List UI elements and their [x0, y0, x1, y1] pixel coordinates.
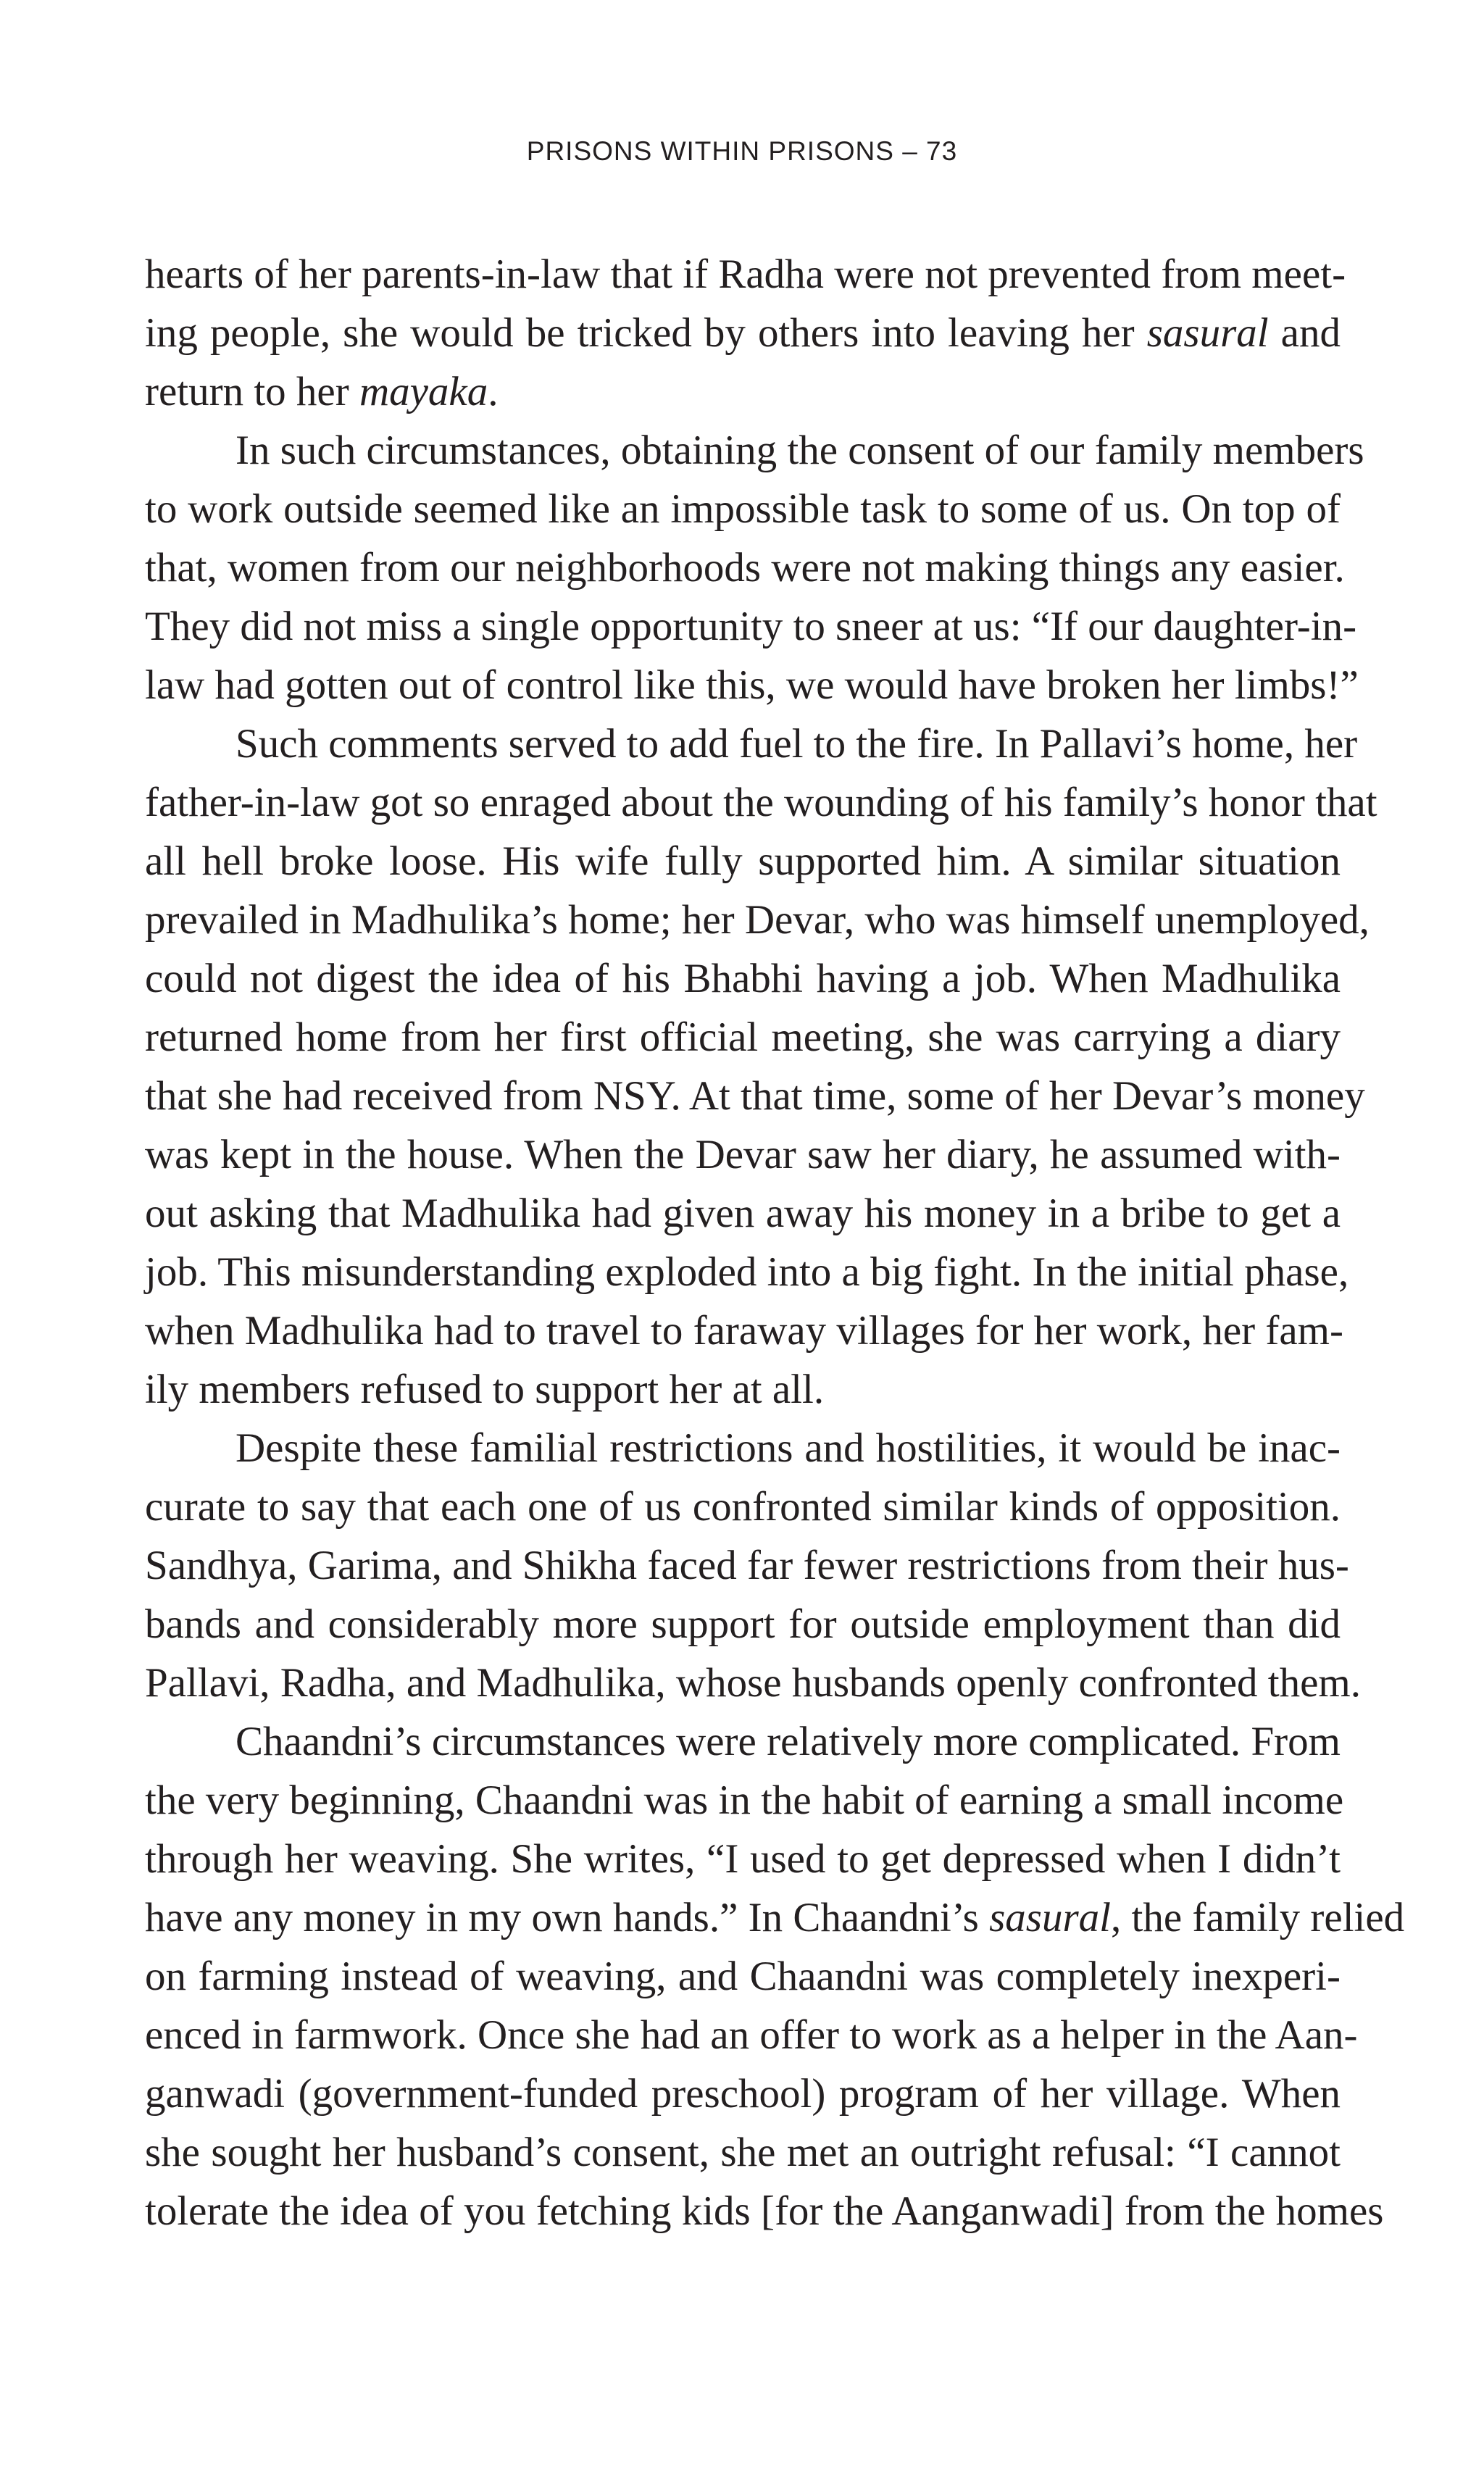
text-line: hearts of her parents-in-law that if Radha were not prevented from meet- [145, 251, 1346, 297]
text-line: she sought her husband’s consent, she met an outright refusal: “I cannot [145, 2130, 1341, 2175]
text-line: out asking that Madhulika had given away his money in a bribe to get a [145, 1191, 1341, 1236]
text-line: ing people, she would be tricked by others into leaving her sasural and [145, 310, 1341, 356]
text-line: prevailed in Madhulika’s home; her Devar, who was himself unemployed, [145, 897, 1370, 943]
text-line: that, women from our neighborhoods were not making things any easier. [145, 545, 1345, 591]
text-line: curate to say that each one of us confronted similar kinds of opposition. [145, 1484, 1341, 1530]
text-line: Such comments served to add fuel to the fire. In Pallavi’s home, her [235, 721, 1358, 767]
text-line: ganwadi (government-funded preschool) program of her village. When [145, 2071, 1341, 2117]
text-line: Pallavi, Radha, and Madhulika, whose husbands openly confronted them. [145, 1660, 1361, 1706]
paragraph [145, 1712, 1405, 2240]
text-line: enced in farmwork. Once she had an offer to work as a helper in the Aan- [145, 2012, 1358, 2058]
text-line: have any money in my own hands.” In Chaandni’s sasural, the family relied [145, 1895, 1405, 1940]
italic-term: sasural [989, 1895, 1111, 1940]
text-line: that she had received from NSY. At that time, some of her Devar’s money [145, 1073, 1365, 1119]
text-line: the very beginning, Chaandni was in the habit of earning a small income [145, 1777, 1344, 1823]
text-line: bands and considerably more support for outside employment than did [145, 1601, 1341, 1647]
text-line: when Madhulika had to travel to faraway villages for her work, her fam- [145, 1308, 1343, 1354]
paragraph [145, 421, 1364, 714]
text-line: Despite these familial restrictions and hostilities, it would be inac- [235, 1425, 1341, 1471]
text-line: through her weaving. She writes, “I used to get depressed when I didn’t [145, 1836, 1341, 1882]
text-line: In such circumstances, obtaining the consent of our family members [235, 428, 1364, 473]
text-line: father-in-law got so enraged about the wounding of his family’s honor that [145, 780, 1377, 825]
text-line: Chaandni’s circumstances were relatively more complicated. From [235, 1719, 1341, 1764]
text-line: job. This misunderstanding exploded into a big fight. In the initial phase, [145, 1249, 1349, 1295]
paragraph [145, 1419, 1361, 1712]
text-line: Sandhya, Garima, and Shikha faced far fewer restrictions from their hus- [145, 1543, 1349, 1588]
text-line: was kept in the house. When the Devar saw her diary, he assumed with- [145, 1132, 1341, 1177]
text-line: law had gotten out of control like this, we would have broken her limbs!” [145, 662, 1359, 708]
running-head: PRISONS WITHIN PRISONS – 73 [526, 136, 958, 166]
text-line: returned home from her first official meeting, she was carrying a diary [145, 1014, 1341, 1060]
text-line: could not digest the idea of his Bhabhi having a job. When Madhulika [145, 956, 1341, 1001]
text-line: return to her mayaka. [145, 369, 499, 414]
paragraph [145, 245, 1346, 421]
text-line: on farming instead of weaving, and Chaandni was completely inexperi- [145, 1954, 1341, 1999]
text-line: all hell broke loose. His wife fully supported him. A similar situation [145, 838, 1341, 884]
text-line: They did not miss a single opportunity to sneer at us: “If our daughter-in- [145, 604, 1357, 649]
body-text [145, 245, 1405, 2240]
text-line: tolerate the idea of you fetching kids [for the Aanganwadi] from the homes [145, 2188, 1384, 2234]
text-line: to work outside seemed like an impossible task to some of us. On top of [145, 486, 1341, 532]
text-line: ily members refused to support her at all. [145, 1367, 825, 1412]
italic-term: sasural [1146, 310, 1269, 356]
paragraph [145, 714, 1377, 1419]
italic-term: mayaka [359, 369, 488, 414]
